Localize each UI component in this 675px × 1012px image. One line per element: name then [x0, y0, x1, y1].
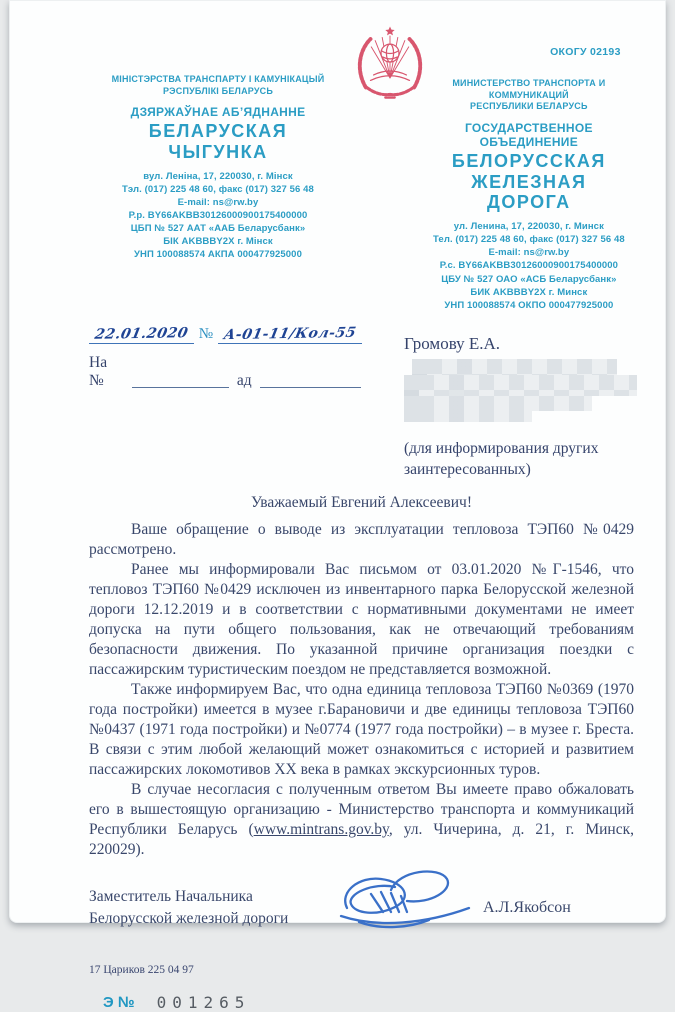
org-type-ru: ГОСУДАРСТВЕННОЕ ОБЪЕДИНЕНИЕ: [464, 121, 593, 150]
scanned-letter-page: [9, 0, 666, 1012]
address-block-ru: [433, 220, 625, 312]
signer-name: А.Л.Якобсон: [483, 898, 571, 916]
date-underline: [89, 326, 194, 344]
outgoing-number-line: [89, 326, 361, 344]
redaction-row: [404, 411, 532, 422]
ministry-line1-by: МІНІСТЭРСТВА ТРАНСПАРТУ І КАМУНІКАЦЫЙ: [111, 74, 325, 84]
paragraph-4-text-after: , ул. Чичерина, д. 21, г. Минск, 220029).: [89, 820, 634, 858]
org-name-line2-by: ЧЫГУНКА: [168, 142, 268, 163]
letterhead-belarusian: [89, 74, 347, 312]
address-line: Р.с. BY66AKBB30126000900175400000: [439, 260, 618, 272]
address-block-by: [89, 170, 347, 262]
registration-stamp: [103, 993, 616, 1012]
ministry-line1-ru: МИНИСТЕРСТВО ТРАНСПОРТА И КОММУНИКАЦИЙ: [452, 78, 606, 100]
salutation: Уважаемый Евгений Алексеевич!: [250, 493, 472, 511]
number-sign: №: [198, 325, 213, 342]
letter-body: [89, 493, 634, 860]
redacted-address-mosaic: [404, 359, 637, 422]
address-line: ул. Ленина, 17, 220030, г. Минск: [453, 221, 604, 233]
ministry-line2-by: РЭСПУБЛІКІ БЕЛАРУСЬ: [162, 85, 274, 96]
signer-title: [89, 886, 331, 929]
org-name-ru: [433, 151, 625, 213]
handwritten-number: А-01-11/Кол-55: [222, 324, 358, 344]
signature-icon: [333, 878, 465, 938]
signer-title-line2: Белорусской железной дороги: [89, 909, 289, 927]
recipient-block: [404, 326, 637, 481]
address-line: ЦБП № 527 ААТ «ААБ Беларусбанк»: [130, 223, 306, 235]
paragraph-4-text: В случае несогласия с полученным ответом Вы имеете право обжаловать его в вышестоящую организацию - Министерство транспорта и коммуникаций Республики Беларусь (: [89, 780, 634, 838]
letterhead: [89, 22, 625, 312]
address-line: БІК AKBBBY2X г. Мінск: [163, 236, 273, 248]
address-line: БИК AKBBBY2X г. Минск: [470, 286, 588, 298]
redaction-row: [412, 359, 617, 375]
recipient-note-line1: (для информирования других: [404, 439, 599, 457]
reply-number-label: На №: [89, 353, 108, 389]
org-name-by: [89, 121, 347, 162]
paragraph-2: Ранее мы информировали Вас письмом от 03.01.2020 №Г-1546, что тепловоз ТЭП60 №0429 исключен из инвентарного парка Белорусской железной дороги 12.12.2019 и в соответствии с нормативными документами не имеет допуска на пути общего пользования, как не отвечающий требованиям безопасности движения. По указанной причине организация поездки с пассажирским туристическим поездом не представляется возможной.: [89, 560, 634, 678]
number-underline: [218, 326, 362, 344]
handwritten-date: 22.01.2020: [93, 325, 190, 343]
address-line: УНП 100088574 АКПА 000477925000: [134, 249, 302, 261]
address-line: ЦБУ № 527 ОАО «АСБ Беларусбанк»: [441, 273, 617, 285]
address-line: УНП 100088574 ОКПО 000477925000: [444, 299, 614, 311]
ministry-name-ru: [433, 78, 625, 113]
recipient-name: Громову Е.А.: [404, 333, 501, 353]
signer-title-line1: Заместитель Начальника: [89, 888, 253, 906]
recipient-note-line2: заинтересованных): [404, 460, 531, 478]
mintrans-url: www.mintrans.gov.by: [253, 820, 389, 838]
paragraph-4: [89, 780, 634, 860]
executor-line: 17 Цариков 225 04 97: [89, 963, 194, 976]
address-line: Р.р. BY66AKBB30126000900175400000: [128, 210, 308, 222]
coat-of-arms-icon: [347, 24, 433, 312]
reply-number-blank: [132, 373, 229, 388]
okogu-code: ОКОГУ 02193: [550, 46, 621, 58]
address-line: E-mail: ns@rw.by: [177, 196, 259, 208]
reply-date-label: ад: [236, 371, 252, 389]
org-type-by: ДЗЯРЖАЎНАЕ АБ’ЯДНАННЕ: [130, 105, 306, 120]
ministry-line2-ru: РЕСПУБЛИКИ БЕЛАРУСЬ: [470, 101, 588, 112]
org-name-line1-ru: БЕЛОРУССКАЯ: [451, 151, 606, 172]
paragraph-3: Также информируем Вас, что одна единица тепловоза ТЭП60 №0369 (1970 года постройки) имеется в музее г.Барановичи и две единицы тепловоза ТЭП60 №0437 (1971 года постройки) и №0774 (1977 года постройки) – в музее г. Бреста. В связи с этим любой желающий может ознакомиться с историей и развитием пассажирских локомотивов XX века в рамках экскурсионных туров.: [89, 680, 634, 778]
redaction-row: [404, 396, 592, 411]
signature-block: [89, 876, 616, 940]
stamp-number: 001265: [156, 992, 251, 1012]
org-name-line2-ru: ЖЕЛЕЗНАЯ ДОРОГА: [471, 171, 587, 213]
address-line: Тэл. (017) 225 48 60, факс (017) 327 56 48: [122, 183, 314, 195]
stamp-prefix: Э №: [103, 993, 135, 1011]
redaction-row: [404, 375, 637, 396]
reference-block: [89, 326, 361, 481]
letterhead-russian: [433, 22, 625, 312]
incoming-number-line: [89, 354, 361, 390]
org-name-line1-by: БЕЛАРУСКАЯ: [148, 121, 288, 142]
address-line: вул. Леніна, 17, 220030, г. Мінск: [143, 170, 293, 182]
address-line: E-mail: ns@rw.by: [488, 247, 570, 259]
recipient-note: [404, 439, 637, 481]
reply-date-blank: [260, 373, 361, 388]
ministry-name-by: [89, 74, 347, 97]
paragraph-1: Ваше обращение о выводе из эксплуатации тепловоза ТЭП60 №0429 рассмотрено.: [89, 520, 634, 558]
address-line: Тел. (017) 225 48 60, факс (017) 327 56 48: [433, 234, 625, 246]
reference-recipient-row: [89, 326, 616, 481]
